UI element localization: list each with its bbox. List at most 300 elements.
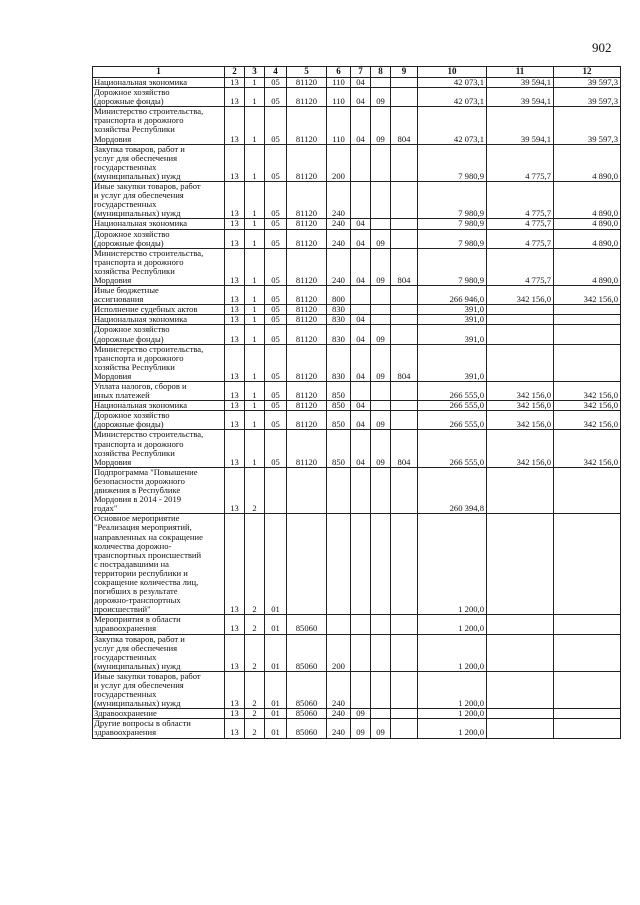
table-cell [371,382,391,401]
table-cell: 81120 [287,325,327,344]
table-cell: 04 [351,248,371,285]
table-cell: 4 775,7 [487,229,554,248]
table-cell [391,401,418,411]
table-cell [351,615,371,634]
table-cell: 830 [327,344,351,381]
table-cell: 804 [391,248,418,285]
table-cell: 13 [225,88,245,107]
table-cell: 1 200,0 [418,671,487,708]
table-cell: 830 [327,315,351,325]
table-cell: 05 [265,107,287,144]
table-cell: 09 [351,709,371,719]
table-cell: 110 [327,107,351,144]
table-cell: 342 156,0 [487,286,554,305]
table-row [93,671,621,708]
table-cell: 850 [327,382,351,401]
table-cell: 04 [351,411,371,430]
header-cell: 7 [351,67,371,78]
table-cell: 09 [371,719,391,738]
table-cell: 13 [225,411,245,430]
table-cell: 266 555,0 [418,430,487,467]
table-cell: 266 555,0 [418,401,487,411]
table-cell [487,634,554,671]
table-cell: 240 [327,182,351,219]
table-cell [554,344,621,381]
table-cell: 42 073,1 [418,88,487,107]
table-row [93,709,621,719]
row-label: Закупка товаров, работ и услуг для обеспечения государственных (муниципальных) нужд [93,144,225,181]
row-label: Дорожное хозяйство (дорожные фонды) [93,411,225,430]
table-cell: 110 [327,88,351,107]
table-cell: 81120 [287,88,327,107]
table-cell [371,78,391,88]
table-row [93,305,621,315]
table-row [93,344,621,381]
table-cell [487,514,554,615]
table-cell [287,514,327,615]
header-cell: 1 [93,67,225,78]
table-cell [554,719,621,738]
table-cell: 05 [265,430,287,467]
header-cell: 3 [245,67,265,78]
table-cell: 1 [245,382,265,401]
row-label: Министерство строительства, транспорта и дорожного хозяйства Республики Мордовия [93,344,225,381]
table-header [93,67,621,78]
table-cell: 13 [225,144,245,181]
table-cell [371,615,391,634]
table-cell: 4 775,7 [487,182,554,219]
table-cell: 01 [265,514,287,615]
row-label: Министерство строительства, транспорта и дорожного хозяйства Республики Мордовия [93,248,225,285]
table-cell: 804 [391,430,418,467]
table-row [93,430,621,467]
page-number: 902 [592,40,612,55]
table-cell: 1 200,0 [418,514,487,615]
table-cell: 13 [225,344,245,381]
table-cell: 4 775,7 [487,248,554,285]
row-label: Исполнение судебных актов [93,305,225,315]
table-cell: 13 [225,671,245,708]
table-cell [391,229,418,248]
table-cell: 2 [245,615,265,634]
table-cell: 342 156,0 [554,401,621,411]
table-row [93,467,621,513]
table-cell: 05 [265,305,287,315]
row-label: Закупка товаров, работ и услуг для обеспечения государственных (муниципальных) нужд [93,634,225,671]
table-cell: 85060 [287,634,327,671]
table-cell: 05 [265,88,287,107]
table-cell: 13 [225,382,245,401]
table-cell [554,315,621,325]
table-row [93,229,621,248]
table-cell: 2 [245,709,265,719]
table-cell: 804 [391,344,418,381]
table-cell [391,286,418,305]
table-cell: 391,0 [418,325,487,344]
table-cell: 81120 [287,144,327,181]
table-cell [371,182,391,219]
table-cell: 09 [371,229,391,248]
table-cell [391,467,418,513]
table-row [93,411,621,430]
table-cell [327,467,351,513]
table-cell: 09 [371,107,391,144]
table-cell: 2 [245,467,265,513]
table-cell: 1 [245,305,265,315]
header-cell: 10 [418,67,487,78]
table-cell [391,219,418,229]
header-cell: 6 [327,67,351,78]
table-cell [391,719,418,738]
table-cell [371,401,391,411]
table-cell: 391,0 [418,305,487,315]
table-cell: 05 [265,344,287,381]
table-cell: 850 [327,411,351,430]
table-cell: 1 [245,144,265,181]
table-cell: 05 [265,229,287,248]
table-cell: 01 [265,634,287,671]
table-cell: 05 [265,382,287,401]
table-cell: 39 594,1 [487,78,554,88]
table-cell: 13 [225,229,245,248]
table-cell: 240 [327,229,351,248]
row-label: Здравоохранение [93,709,225,719]
table-cell: 1 [245,107,265,144]
table-cell: 04 [351,401,371,411]
table-cell: 39 597,3 [554,107,621,144]
table-cell: 110 [327,78,351,88]
table-cell: 266 555,0 [418,411,487,430]
table-cell: 2 [245,671,265,708]
table-cell: 09 [371,248,391,285]
table-cell: 05 [265,248,287,285]
table-row [93,719,621,738]
row-label: Дорожное хозяйство (дорожные фонды) [93,325,225,344]
table-cell: 391,0 [418,344,487,381]
table-cell: 09 [371,430,391,467]
table-cell: 05 [265,315,287,325]
table-cell [371,467,391,513]
table-cell: 342 156,0 [487,430,554,467]
table-cell: 85060 [287,719,327,738]
table-cell: 240 [327,248,351,285]
table-cell: 1 [245,229,265,248]
table-cell: 04 [351,219,371,229]
table-cell [391,144,418,181]
table-cell: 4 890,0 [554,219,621,229]
row-label: Мероприятия в области здравоохранения [93,615,225,634]
row-label: Национальная экономика [93,315,225,325]
table-cell [554,634,621,671]
table-cell: 81120 [287,382,327,401]
row-label: Дорожное хозяйство (дорожные фонды) [93,229,225,248]
table-cell: 1 [245,219,265,229]
table-row [93,514,621,615]
table-cell: 13 [225,305,245,315]
table-cell: 4 890,0 [554,248,621,285]
table-row [93,634,621,671]
row-label: Другие вопросы в области здравоохранения [93,719,225,738]
table-cell: 391,0 [418,315,487,325]
table-cell: 200 [327,634,351,671]
row-label: Уплата налогов, сборов и иных платежей [93,382,225,401]
table-cell: 13 [225,286,245,305]
table-cell: 39 594,1 [487,88,554,107]
table-cell [371,514,391,615]
table-cell [391,634,418,671]
table-cell: 13 [225,709,245,719]
table-cell [554,305,621,315]
table-cell: 342 156,0 [554,286,621,305]
table-cell: 85060 [287,671,327,708]
table-cell: 13 [225,325,245,344]
table-cell: 01 [265,719,287,738]
table-cell [391,182,418,219]
table-cell: 1 [245,182,265,219]
table-cell [391,411,418,430]
table-cell: 39 594,1 [487,107,554,144]
table-cell: 2 [245,634,265,671]
table-cell: 04 [351,430,371,467]
table-cell [391,709,418,719]
table-cell [351,671,371,708]
table-cell [487,315,554,325]
table-cell: 81120 [287,401,327,411]
table-cell: 1 [245,286,265,305]
table-cell [391,514,418,615]
header-cell: 9 [391,67,418,78]
row-label: Основное мероприятие "Реализация мероприятий, направленных на сокращение количества дорожно- транспортных происшествий с пострадавшими на территории республики и сокращение количества лиц, погибших в результате дорожно-транспортных происшествий" [93,514,225,615]
table-cell: 13 [225,514,245,615]
table-cell [351,144,371,181]
table-cell [391,88,418,107]
table-cell: 830 [327,305,351,315]
table-cell [554,709,621,719]
table-row [93,286,621,305]
table-cell: 04 [351,344,371,381]
header-cell: 11 [487,67,554,78]
table-cell [327,615,351,634]
table-cell [391,382,418,401]
table-row [93,144,621,181]
table-cell: 04 [351,78,371,88]
table-cell [487,325,554,344]
table-cell [371,219,391,229]
table-cell [554,671,621,708]
table-cell: 850 [327,430,351,467]
table-cell: 09 [371,88,391,107]
table-cell: 05 [265,182,287,219]
table-cell: 09 [351,719,371,738]
table-cell: 200 [327,144,351,181]
table-cell: 7 980,9 [418,219,487,229]
table-row [93,219,621,229]
table-cell: 81120 [287,411,327,430]
table-cell: 13 [225,634,245,671]
table-cell [265,467,287,513]
table-cell: 85060 [287,615,327,634]
table-cell: 81120 [287,229,327,248]
table-cell: 05 [265,78,287,88]
table-cell: 800 [327,286,351,305]
table-cell: 81120 [287,107,327,144]
table-cell [487,344,554,381]
table-cell [371,144,391,181]
table-cell: 266 946,0 [418,286,487,305]
table-cell: 81120 [287,182,327,219]
table-row [93,107,621,144]
table-cell: 39 597,3 [554,88,621,107]
table-cell [351,182,371,219]
row-label: Иные закупки товаров, работ и услуг для обеспечения государственных (муниципальных) нужд [93,671,225,708]
table-cell: 1 [245,401,265,411]
table-cell: 81120 [287,286,327,305]
table-row [93,615,621,634]
table-row [93,325,621,344]
table-cell: 240 [327,709,351,719]
table-row [93,182,621,219]
table-cell [371,634,391,671]
table-cell: 81120 [287,78,327,88]
table-cell [391,671,418,708]
table-cell [371,709,391,719]
header-cell: 12 [554,67,621,78]
table-cell: 342 156,0 [554,430,621,467]
table-cell [554,467,621,513]
table-cell: 05 [265,401,287,411]
table-cell: 342 156,0 [487,382,554,401]
table-cell: 81120 [287,315,327,325]
row-label: Национальная экономика [93,401,225,411]
table-cell [371,286,391,305]
table-cell: 240 [327,671,351,708]
table-cell: 05 [265,325,287,344]
table-cell: 7 980,9 [418,229,487,248]
table-cell: 04 [351,88,371,107]
table-cell: 240 [327,219,351,229]
table-cell: 81120 [287,305,327,315]
table-cell: 1 [245,78,265,88]
table-cell: 1 [245,248,265,285]
table-cell: 81120 [287,219,327,229]
table-cell: 1 [245,430,265,467]
header-cell: 4 [265,67,287,78]
table-row [93,88,621,107]
table-cell: 05 [265,411,287,430]
table-cell [327,514,351,615]
table-cell: 4 775,7 [487,219,554,229]
table-cell [371,315,391,325]
table-cell [287,467,327,513]
table-cell: 7 980,9 [418,182,487,219]
header-row [93,67,621,78]
table-cell [391,615,418,634]
table-cell: 13 [225,615,245,634]
table-cell [487,709,554,719]
table-cell: 09 [371,325,391,344]
table-cell [351,514,371,615]
table-cell: 04 [351,107,371,144]
table-cell: 04 [351,229,371,248]
table-cell: 342 156,0 [487,401,554,411]
table-cell: 4 890,0 [554,144,621,181]
table-cell [487,671,554,708]
table-cell: 09 [371,411,391,430]
table-cell: 05 [265,219,287,229]
table-row [93,382,621,401]
table-cell: 830 [327,325,351,344]
table-row [93,315,621,325]
table-cell: 01 [265,671,287,708]
table-cell [487,719,554,738]
table-cell: 13 [225,401,245,411]
table-cell [371,305,391,315]
table-cell: 850 [327,401,351,411]
table-cell: 804 [391,107,418,144]
table-cell: 85060 [287,709,327,719]
table-cell: 1 200,0 [418,709,487,719]
table-cell [487,305,554,315]
table-cell: 13 [225,467,245,513]
table-cell: 05 [265,286,287,305]
table-cell: 1 200,0 [418,634,487,671]
table-cell: 1 200,0 [418,719,487,738]
table-cell [351,467,371,513]
table-cell: 39 597,3 [554,78,621,88]
table-cell: 13 [225,430,245,467]
table-cell: 4 890,0 [554,229,621,248]
table-cell [487,467,554,513]
header-cell: 5 [287,67,327,78]
table-body [93,78,621,739]
table-cell: 09 [371,344,391,381]
table-cell: 13 [225,107,245,144]
table-cell: 01 [265,615,287,634]
table-cell: 01 [265,709,287,719]
table-cell [371,671,391,708]
table-cell: 1 [245,315,265,325]
table-cell [351,634,371,671]
table-cell [554,514,621,615]
table-cell: 342 156,0 [554,411,621,430]
header-cell: 8 [371,67,391,78]
budget-table [92,66,621,739]
table-cell [391,305,418,315]
table-cell: 1 [245,88,265,107]
table-cell: 13 [225,182,245,219]
table-cell: 2 [245,514,265,615]
table-cell: 13 [225,315,245,325]
table-cell: 2 [245,719,265,738]
table-cell: 342 156,0 [487,411,554,430]
table-cell: 42 073,1 [418,78,487,88]
table-cell [391,325,418,344]
table-cell: 266 555,0 [418,382,487,401]
table-cell [391,315,418,325]
table-cell: 13 [225,78,245,88]
table-row [93,78,621,88]
table-cell: 4 890,0 [554,182,621,219]
row-label: Национальная экономика [93,78,225,88]
table-cell: 1 [245,325,265,344]
table-cell: 260 394,8 [418,467,487,513]
table-cell: 7 980,9 [418,248,487,285]
table-cell: 81120 [287,248,327,285]
table-cell: 81120 [287,430,327,467]
table-row [93,401,621,411]
table-cell: 05 [265,144,287,181]
header-cell: 2 [225,67,245,78]
